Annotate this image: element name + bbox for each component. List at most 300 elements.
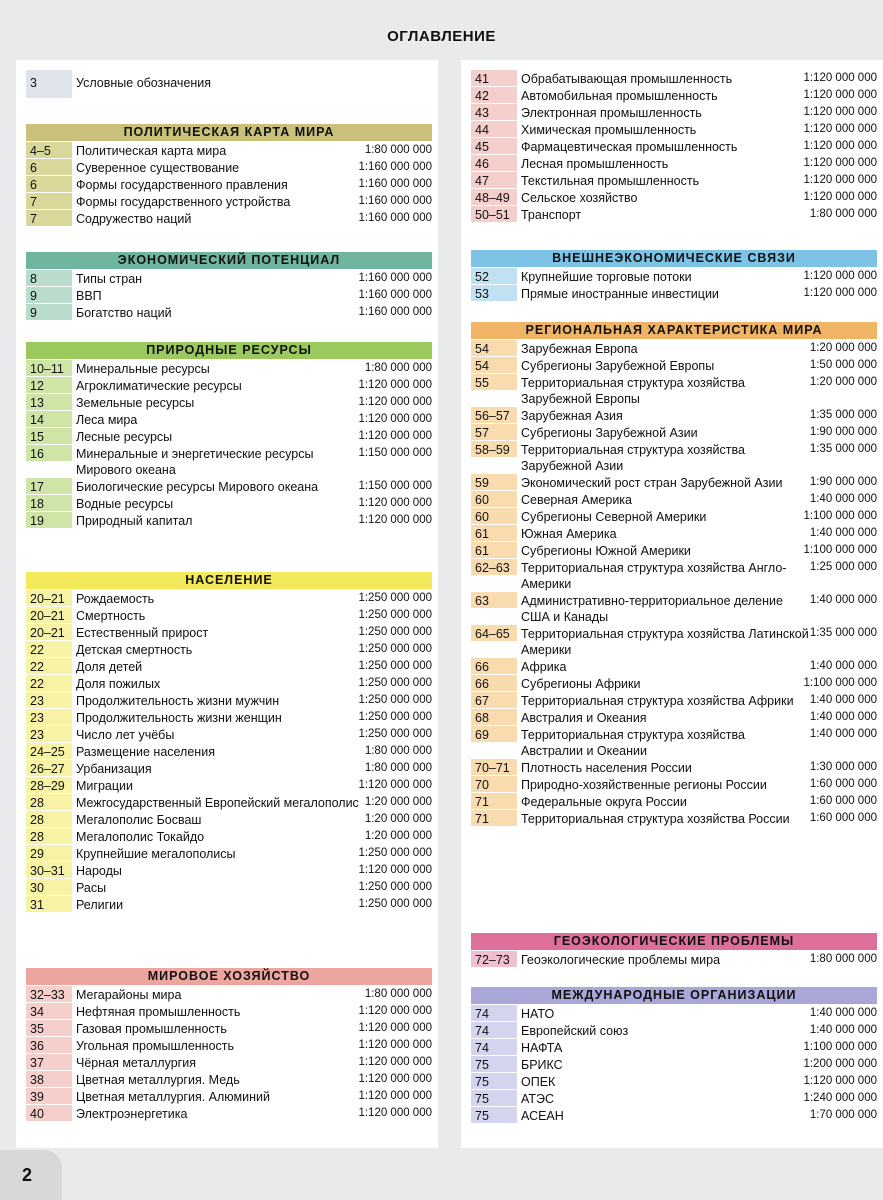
section-world-economy xyxy=(26,968,432,1122)
toc-row[interactable] xyxy=(471,592,877,625)
section-population xyxy=(26,572,432,913)
toc-scale: 1:120 000 000 xyxy=(358,1005,432,1017)
toc-page-number: 20–21 xyxy=(26,607,72,623)
toc-row[interactable] xyxy=(471,675,877,692)
toc-page-number: 13 xyxy=(26,394,72,410)
toc-page-number: 39 xyxy=(26,1088,72,1104)
toc-row[interactable] xyxy=(26,159,432,176)
toc-row[interactable] xyxy=(26,445,432,478)
toc-scale: 1:120 000 000 xyxy=(358,864,432,876)
toc-row[interactable] xyxy=(471,1073,877,1090)
toc-page-number: 42 xyxy=(471,87,517,103)
toc-scale: 1:80 000 000 xyxy=(364,762,432,774)
toc-entry-title: Чёрная металлургия xyxy=(76,1056,196,1070)
toc-scale: 1:160 000 000 xyxy=(358,306,432,318)
toc-row[interactable] xyxy=(26,495,432,512)
toc-scale: 1:20 000 000 xyxy=(364,813,432,825)
toc-row[interactable] xyxy=(26,304,432,321)
section-header: МЕЖДУНАРОДНЫЕ ОРГАНИЗАЦИИ xyxy=(471,987,877,1004)
toc-row[interactable] xyxy=(26,862,432,879)
toc-row[interactable] xyxy=(26,675,432,692)
toc-row[interactable] xyxy=(471,1005,877,1022)
toc-page-number: 36 xyxy=(26,1037,72,1053)
toc-page-number: 30–31 xyxy=(26,862,72,878)
toc-row[interactable] xyxy=(471,70,877,87)
toc-page-number: 57 xyxy=(471,424,517,440)
toc-row[interactable] xyxy=(471,542,877,559)
toc-page-number: 70 xyxy=(471,776,517,792)
toc-row[interactable] xyxy=(471,87,877,104)
toc-row[interactable] xyxy=(26,210,432,227)
toc-page-number: 22 xyxy=(26,641,72,657)
toc-row[interactable] xyxy=(471,441,877,474)
toc-page-number: 34 xyxy=(26,1003,72,1019)
toc-scale: 1:50 000 000 xyxy=(809,359,877,371)
toc-entry-title: Зарубежная Азия xyxy=(521,409,623,423)
toc-page-number: 59 xyxy=(471,474,517,490)
toc-row[interactable] xyxy=(26,986,432,1003)
toc-entry-title: Условные обозначения xyxy=(76,76,212,90)
toc-row[interactable] xyxy=(26,360,432,377)
toc-row[interactable] xyxy=(471,759,877,776)
toc-row[interactable] xyxy=(471,525,877,542)
toc-page-number: 64–65 xyxy=(471,625,517,641)
toc-scale: 1:250 000 000 xyxy=(358,660,432,672)
toc-row[interactable] xyxy=(26,828,432,845)
section-header: ЭКОНОМИЧЕСКИЙ ПОТЕНЦИАЛ xyxy=(26,252,432,269)
toc-page-number: 6 xyxy=(26,176,72,192)
toc-row[interactable] xyxy=(26,1088,432,1105)
toc-entry-title: Цветная металлургия. Медь xyxy=(76,1073,240,1087)
toc-entry-title: Зарубежная Европа xyxy=(521,342,638,356)
toc-scale: 1:60 000 000 xyxy=(809,795,877,807)
toc-page-number: 75 xyxy=(471,1073,517,1089)
toc-row[interactable] xyxy=(26,658,432,675)
toc-entry-title: Газовая промышленность xyxy=(76,1022,227,1036)
toc-page-number: 28 xyxy=(26,811,72,827)
toc-row[interactable] xyxy=(26,1054,432,1071)
toc-entry-title: Субрегионы Зарубежной Азии xyxy=(521,426,698,440)
toc-row[interactable] xyxy=(26,70,432,98)
toc-page-number: 32–33 xyxy=(26,986,72,1002)
toc-page-number: 62–63 xyxy=(471,559,517,575)
section-header: МИРОВОЕ ХОЗЯЙСТВО xyxy=(26,968,432,985)
toc-entry-title: Мегалополис Босваш xyxy=(76,813,202,827)
toc-row[interactable] xyxy=(26,1037,432,1054)
toc-row[interactable] xyxy=(471,491,877,508)
toc-scale: 1:40 000 000 xyxy=(809,1024,877,1036)
toc-row[interactable] xyxy=(471,268,877,285)
toc-entry-title: Территориальная структура хозяйства Африки xyxy=(521,694,794,708)
toc-row[interactable] xyxy=(471,1107,877,1124)
toc-scale: 1:120 000 000 xyxy=(803,157,877,169)
toc-row[interactable] xyxy=(471,121,877,138)
toc-row[interactable] xyxy=(471,206,877,223)
toc-entry-title: Детская смертность xyxy=(76,643,193,657)
toc-page-number: 46 xyxy=(471,155,517,171)
toc-entry-title: Электроэнергетика xyxy=(76,1107,188,1121)
toc-entry-title: Электронная промышленность xyxy=(521,106,702,120)
toc-scale: 1:120 000 000 xyxy=(358,779,432,791)
toc-entry-title: Территориальная структура хозяйства Англо-Америки xyxy=(521,561,787,591)
toc-page-number: 28 xyxy=(26,828,72,844)
toc-scale: 1:90 000 000 xyxy=(809,426,877,438)
toc-entry-title: Обрабатывающая промышленность xyxy=(521,72,733,86)
toc-page-number: 61 xyxy=(471,525,517,541)
toc-entry-title: Геоэкологические проблемы мира xyxy=(521,953,721,967)
toc-page-number: 58–59 xyxy=(471,441,517,457)
toc-scale: 1:20 000 000 xyxy=(809,376,877,388)
toc-page-number: 53 xyxy=(471,285,517,301)
toc-row[interactable] xyxy=(26,607,432,624)
toc-scale: 1:40 000 000 xyxy=(809,728,877,740)
toc-scale: 1:40 000 000 xyxy=(809,1007,877,1019)
toc-row[interactable] xyxy=(26,377,432,394)
toc-scale: 1:250 000 000 xyxy=(358,711,432,723)
toc-row[interactable] xyxy=(471,559,877,592)
toc-entry-title: Текстильная промышленность xyxy=(521,174,700,188)
toc-entry-title: Богатство наций xyxy=(76,306,172,320)
toc-page-number: 47 xyxy=(471,172,517,188)
toc-scale: 1:250 000 000 xyxy=(358,592,432,604)
toc-page-number: 63 xyxy=(471,592,517,608)
toc-scale: 1:250 000 000 xyxy=(358,728,432,740)
toc-scale: 1:80 000 000 xyxy=(809,953,877,965)
toc-scale: 1:80 000 000 xyxy=(364,144,432,156)
toc-entry-title: Число лет учёбы xyxy=(76,728,175,742)
toc-scale: 1:120 000 000 xyxy=(358,1073,432,1085)
toc-page-number: 3 xyxy=(26,70,72,98)
toc-page-number: 20–21 xyxy=(26,624,72,640)
toc-row[interactable] xyxy=(471,189,877,206)
toc-entry-title: Минеральные и энергетические ресурсы Мирового океана xyxy=(76,447,314,477)
toc-scale: 1:250 000 000 xyxy=(358,626,432,638)
toc-row[interactable] xyxy=(471,407,877,424)
toc-row[interactable] xyxy=(471,374,877,407)
toc-scale: 1:160 000 000 xyxy=(358,161,432,173)
toc-scale: 1:250 000 000 xyxy=(358,694,432,706)
toc-row[interactable] xyxy=(26,896,432,913)
toc-entry-title: Мегалополис Токайдо xyxy=(76,830,205,844)
toc-row[interactable] xyxy=(26,845,432,862)
toc-page-number: 35 xyxy=(26,1020,72,1036)
toc-entry-title: Суверенное существование xyxy=(76,161,240,175)
toc-scale: 1:20 000 000 xyxy=(364,796,432,808)
toc-entry-title: Цветная металлургия. Алюминий xyxy=(76,1090,270,1104)
toc-entry-title: Территориальная структура хозяйства Австралии и Океании xyxy=(521,728,745,758)
toc-row[interactable] xyxy=(26,142,432,159)
toc-entry-title: Австралия и Океания xyxy=(521,711,647,725)
toc-entry-title: Расы xyxy=(76,881,107,895)
toc-row[interactable] xyxy=(26,879,432,896)
right-column xyxy=(461,60,883,1148)
toc-scale: 1:120 000 000 xyxy=(803,174,877,186)
toc-row[interactable] xyxy=(471,1056,877,1073)
toc-scale: 1:120 000 000 xyxy=(358,1107,432,1119)
toc-entry-title: ВВП xyxy=(76,289,102,303)
toc-entry-title: Южная Америка xyxy=(521,527,617,541)
toc-entry-title: Фармацевтическая промышленность xyxy=(521,140,738,154)
toc-page-number: 71 xyxy=(471,810,517,826)
toc-row[interactable] xyxy=(26,411,432,428)
toc-entry-title: Смертность xyxy=(76,609,146,623)
toc-scale: 1:100 000 000 xyxy=(803,1041,877,1053)
toc-row[interactable] xyxy=(26,726,432,743)
toc-row[interactable] xyxy=(471,172,877,189)
toc-row[interactable] xyxy=(26,428,432,445)
toc-row[interactable] xyxy=(471,138,877,155)
toc-row[interactable] xyxy=(471,726,877,759)
toc-entry-title: Территориальная структура хозяйства России xyxy=(521,812,790,826)
toc-row[interactable] xyxy=(471,1090,877,1107)
toc-row[interactable] xyxy=(26,1003,432,1020)
toc-entry-title: Административно-территориальное деление США и Канады xyxy=(521,594,783,624)
toc-scale: 1:80 000 000 xyxy=(364,362,432,374)
toc-entry-title: Химическая промышленность xyxy=(521,123,697,137)
toc-scale: 1:100 000 000 xyxy=(803,677,877,689)
toc-entry-title: АТЭС xyxy=(521,1092,555,1106)
toc-entry-title: Формы государственного правления xyxy=(76,178,288,192)
toc-page-number: 24–25 xyxy=(26,743,72,759)
toc-scale: 1:240 000 000 xyxy=(803,1092,877,1104)
toc-entry-title: ОПЕК xyxy=(521,1075,556,1089)
page-title: ОГЛАВЛЕНИЕ xyxy=(387,28,496,45)
legend-entry xyxy=(26,70,432,98)
toc-page-number: 15 xyxy=(26,428,72,444)
toc-scale: 1:160 000 000 xyxy=(358,212,432,224)
toc-scale: 1:25 000 000 xyxy=(809,561,877,573)
toc-row[interactable] xyxy=(471,508,877,525)
toc-scale: 1:120 000 000 xyxy=(358,1090,432,1102)
toc-page-number: 23 xyxy=(26,726,72,742)
toc-row[interactable] xyxy=(471,658,877,675)
toc-page-number: 41 xyxy=(471,70,517,86)
toc-entry-title: Лесные ресурсы xyxy=(76,430,173,444)
toc-page-number: 66 xyxy=(471,658,517,674)
toc-row[interactable] xyxy=(471,793,877,810)
toc-page-number: 28–29 xyxy=(26,777,72,793)
toc-page-number: 7 xyxy=(26,210,72,226)
toc-scale: 1:150 000 000 xyxy=(358,480,432,492)
toc-page-number: 28 xyxy=(26,794,72,810)
toc-scale: 1:120 000 000 xyxy=(358,379,432,391)
toc-scale: 1:160 000 000 xyxy=(358,289,432,301)
toc-entry-title: Естественный прирост xyxy=(76,626,209,640)
toc-page-number: 31 xyxy=(26,896,72,912)
toc-row[interactable] xyxy=(471,424,877,441)
toc-scale: 1:250 000 000 xyxy=(358,643,432,655)
toc-scale: 1:120 000 000 xyxy=(358,396,432,408)
toc-row[interactable] xyxy=(471,692,877,709)
toc-row[interactable] xyxy=(26,1020,432,1037)
toc-entry-title: Мегарайоны мира xyxy=(76,988,182,1002)
toc-entry-title: Урбанизация xyxy=(76,762,152,776)
toc-scale: 1:20 000 000 xyxy=(809,342,877,354)
toc-row[interactable] xyxy=(26,760,432,777)
toc-entry-title: Угольная промышленность xyxy=(76,1039,235,1053)
toc-page-number: 61 xyxy=(471,542,517,558)
toc-scale: 1:80 000 000 xyxy=(809,208,877,220)
toc-scale: 1:120 000 000 xyxy=(803,270,877,282)
toc-page-number: 75 xyxy=(471,1056,517,1072)
toc-scale: 1:120 000 000 xyxy=(358,430,432,442)
toc-scale: 1:120 000 000 xyxy=(358,514,432,526)
toc-page-number: 52 xyxy=(471,268,517,284)
toc-row[interactable] xyxy=(471,104,877,121)
toc-entry-title: Минеральные ресурсы xyxy=(76,362,210,376)
toc-row[interactable] xyxy=(471,625,877,658)
toc-scale: 1:160 000 000 xyxy=(358,272,432,284)
toc-row[interactable] xyxy=(26,624,432,641)
toc-entry-title: Сельское хозяйство xyxy=(521,191,638,205)
toc-scale: 1:120 000 000 xyxy=(803,106,877,118)
toc-row[interactable] xyxy=(26,287,432,304)
toc-scale: 1:40 000 000 xyxy=(809,694,877,706)
toc-page-number: 55 xyxy=(471,374,517,390)
toc-entry-title: Транспорт xyxy=(521,208,582,222)
section-regional-characteristics xyxy=(471,322,877,827)
toc-scale: 1:160 000 000 xyxy=(358,195,432,207)
toc-row[interactable] xyxy=(471,1039,877,1056)
toc-row[interactable] xyxy=(26,270,432,287)
toc-scale: 1:60 000 000 xyxy=(809,778,877,790)
toc-page-number: 12 xyxy=(26,377,72,393)
toc-page-number: 72–73 xyxy=(471,951,517,967)
toc-scale: 1:160 000 000 xyxy=(358,178,432,190)
toc-entry-title: Политическая карта мира xyxy=(76,144,227,158)
toc-row[interactable] xyxy=(26,692,432,709)
toc-entry-title: Природный капитал xyxy=(76,514,193,528)
toc-page-number: 44 xyxy=(471,121,517,137)
toc-row[interactable] xyxy=(26,743,432,760)
toc-entry-title: НАФТА xyxy=(521,1041,563,1055)
toc-scale: 1:35 000 000 xyxy=(809,627,877,639)
toc-page-number: 68 xyxy=(471,709,517,725)
toc-entry-title: Территориальная структура хозяйства Зарубежной Европы xyxy=(521,376,745,406)
toc-page-number: 54 xyxy=(471,340,517,356)
toc-page-number: 74 xyxy=(471,1005,517,1021)
toc-row[interactable] xyxy=(471,285,877,302)
toc-entry-title: Религии xyxy=(76,898,124,912)
toc-entry-title: Рождаемость xyxy=(76,592,155,606)
toc-scale: 1:35 000 000 xyxy=(809,409,877,421)
toc-row[interactable] xyxy=(26,193,432,210)
section-international-organizations xyxy=(471,987,877,1124)
toc-scale: 1:120 000 000 xyxy=(803,287,877,299)
toc-row[interactable] xyxy=(26,777,432,794)
toc-row[interactable] xyxy=(26,512,432,529)
toc-scale: 1:40 000 000 xyxy=(809,527,877,539)
section-header: ПРИРОДНЫЕ РЕСУРСЫ xyxy=(26,342,432,359)
section-world-economy-continued xyxy=(471,70,877,223)
toc-entry-title: НАТО xyxy=(521,1007,555,1021)
toc-scale: 1:80 000 000 xyxy=(364,988,432,1000)
toc-entry-title: Содружество наций xyxy=(76,212,192,226)
toc-entry-title: Европейский союз xyxy=(521,1024,629,1038)
toc-page-number: 60 xyxy=(471,508,517,524)
toc-page-number: 45 xyxy=(471,138,517,154)
toc-scale: 1:250 000 000 xyxy=(358,898,432,910)
toc-row[interactable] xyxy=(471,474,877,491)
toc-entry-title: Субрегионы Северной Америки xyxy=(521,510,707,524)
toc-row[interactable] xyxy=(26,176,432,193)
toc-row[interactable] xyxy=(26,794,432,811)
section-header: ГЕОЭКОЛОГИЧЕСКИЕ ПРОБЛЕМЫ xyxy=(471,933,877,950)
toc-scale: 1:40 000 000 xyxy=(809,660,877,672)
toc-entry-title: Агроклиматические ресурсы xyxy=(76,379,242,393)
toc-entry-title: Плотность населения России xyxy=(521,761,692,775)
toc-page-number: 18 xyxy=(26,495,72,511)
toc-row[interactable] xyxy=(26,394,432,411)
toc-entry-title: Субрегионы Южной Америки xyxy=(521,544,691,558)
toc-scale: 1:100 000 000 xyxy=(803,510,877,522)
toc-row[interactable] xyxy=(26,641,432,658)
toc-scale: 1:70 000 000 xyxy=(809,1109,877,1121)
toc-entry-title: Типы стран xyxy=(76,272,143,286)
toc-entry-title: Продолжительность жизни мужчин xyxy=(76,694,280,708)
toc-scale: 1:150 000 000 xyxy=(358,447,432,459)
toc-page-number: 75 xyxy=(471,1090,517,1106)
toc-row[interactable] xyxy=(26,590,432,607)
toc-row[interactable] xyxy=(471,810,877,827)
toc-scale: 1:35 000 000 xyxy=(809,443,877,455)
toc-entry-title: Федеральные округа России xyxy=(521,795,687,809)
toc-entry-title: Крупнейшие торговые потоки xyxy=(521,270,692,284)
toc-row[interactable] xyxy=(471,709,877,726)
toc-row[interactable] xyxy=(471,357,877,374)
toc-scale: 1:100 000 000 xyxy=(803,544,877,556)
toc-page-number: 4–5 xyxy=(26,142,72,158)
toc-page-number: 22 xyxy=(26,675,72,691)
toc-row[interactable] xyxy=(471,776,877,793)
toc-scale: 1:120 000 000 xyxy=(803,123,877,135)
toc-entry-title: Субрегионы Зарубежной Европы xyxy=(521,359,715,373)
toc-row[interactable] xyxy=(26,1105,432,1122)
toc-page-number: 9 xyxy=(26,304,72,320)
toc-scale: 1:120 000 000 xyxy=(358,1039,432,1051)
toc-scale: 1:120 000 000 xyxy=(803,191,877,203)
toc-entry-title: Автомобильная промышленность xyxy=(521,89,718,103)
toc-page-number: 56–57 xyxy=(471,407,517,423)
toc-row[interactable] xyxy=(26,709,432,726)
toc-entry-title: Доля детей xyxy=(76,660,143,674)
toc-entry-title: Межгосударственный Европейский мегалополис xyxy=(76,796,359,810)
toc-row[interactable] xyxy=(471,340,877,357)
toc-row[interactable] xyxy=(26,811,432,828)
toc-page-number: 20–21 xyxy=(26,590,72,606)
toc-entry-title: Леса мира xyxy=(76,413,138,427)
toc-entry-title: Территориальная структура хозяйства Латинской Америки xyxy=(521,627,809,657)
section-header: РЕГИОНАЛЬНАЯ ХАРАКТЕРИСТИКА МИРА xyxy=(471,322,877,339)
toc-row[interactable] xyxy=(471,155,877,172)
toc-page-number: 54 xyxy=(471,357,517,373)
toc-page-number: 22 xyxy=(26,658,72,674)
toc-page-number: 23 xyxy=(26,692,72,708)
toc-row[interactable] xyxy=(26,478,432,495)
toc-scale: 1:90 000 000 xyxy=(809,476,877,488)
toc-page-number: 71 xyxy=(471,793,517,809)
toc-entry-title: Биологические ресурсы Мирового океана xyxy=(76,480,319,494)
section-natural-resources xyxy=(26,342,432,529)
section-economic-potential xyxy=(26,252,432,321)
toc-row[interactable] xyxy=(26,1071,432,1088)
toc-row[interactable] xyxy=(471,951,877,968)
toc-entry-title: Территориальная структура хозяйства Зарубежной Азии xyxy=(521,443,745,473)
toc-row[interactable] xyxy=(471,1022,877,1039)
section-foreign-economic-relations xyxy=(471,250,877,302)
toc-scale: 1:120 000 000 xyxy=(803,1075,877,1087)
toc-page-number: 38 xyxy=(26,1071,72,1087)
